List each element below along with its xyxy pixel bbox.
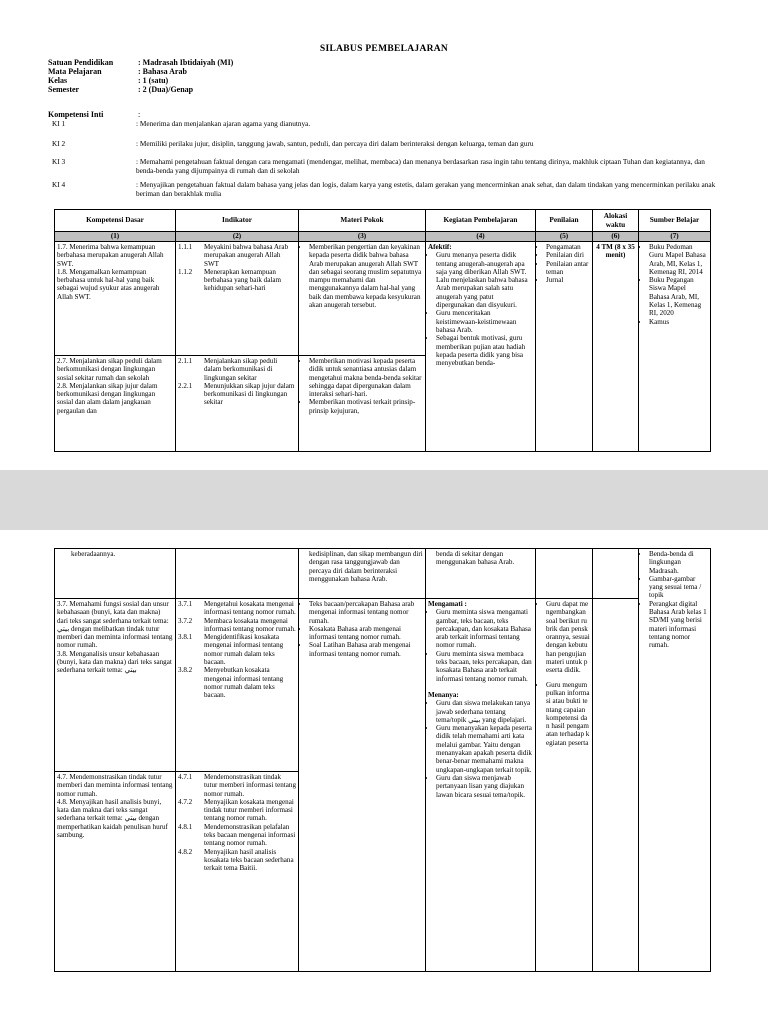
penilaian-item: • Guru dapat mengembangkan soal berikut rubrik dan penskorannya, sesuai dengan kebutuhan pengujian materi untuk peserta didik. [546, 600, 590, 675]
header-kegiatan: Kegiatan Pembelajaran [426, 210, 536, 232]
kd-cell [55, 242, 176, 356]
penilaian-item: • Pengamatan [546, 243, 590, 251]
identity-label: Mata Pelajaran [48, 67, 102, 76]
ki-row: KI 2 : Memiliki perilaku jujur, disiplin, tanggung jawab, santun, peduli, dan percaya diri dalam berinteraksi dengan keluarga, teman dan guru [52, 139, 534, 148]
sumber-cell [639, 242, 711, 452]
materi-item: • Memberikan pengertian dan keyakinan kepada peserta didik bahwa bahasa Arab merupakan anugerah Allah SWT dan sebagai seorang muslim sepatutnya mampu memahami dan menggunakannya dalam hal-hal yang baik dan membawa kepada kesyukuran akan anugerah tersebut. [309, 243, 423, 309]
header-alokasi: Alokasi waktu [593, 210, 639, 232]
column-number: (6) [593, 232, 639, 242]
kegiatan-item: • Guru dan siswa menjawab pertanyaan lisan yang diajukan lawan bicara sesuai tema/topik. [436, 774, 533, 799]
kd-item: 3.7. Memahami fungsi sosial dan unsur kebahasaan (bunyi, kata dan makna) dari teks sangat sederhana terkait tema: بيتي dengan melibatkan tindak tutur memberi dan meminta informasi tentang nomor rumah. [57, 600, 173, 650]
penilaian-item: • Guru mengumpulkan informasi atau bukti tentang capaian kompetensi dan hasil pengamatan terhadap kegiatan peserta [546, 681, 590, 747]
kd-cell [55, 772, 176, 972]
materi-item: kedisiplinan, dan sikap membangun diri dengan rasa tanggungjawab dan percaya diri dalam berinteraksi menggunakan bahasa Arab. [309, 550, 423, 583]
identity-label: Satuan Pendidikan [48, 58, 114, 67]
kd-item: keberadaannya. [71, 550, 116, 558]
kegiatan-item: • Guru dan siswa melakukan tanya jawab sederhana tentang tema/topik بيتي yang dipelajari. [436, 699, 533, 724]
kd-item: 1.8. Mengamalkan kemampuan berbahasa untuk hal-hal yang baik sebagai wujud syukur atas anugerah Allah SWT. [57, 267, 160, 301]
materi-item: • Kosakata Bahasa arab mengenai informasi tentang nomor rumah. [309, 625, 423, 642]
sumber-item: • Benda-benda di lingkungan Madrasah. [649, 550, 708, 575]
materi-item: • Soal Latihan Bahasa arab mengenai informasi tentang nomor rumah. [309, 641, 423, 658]
column-number: (7) [639, 232, 711, 242]
identity-value: : 2 (Dua)/Genap [138, 85, 194, 94]
indikator-item: 4.7.1 Mendemonstrasikan tindak tutur memberi informasi tentang nomor rumah. [178, 773, 296, 798]
kegiatan-item: • Guru meminta siswa membaca teks bacaan, teks percakapan, dan kosakata Bahasa arab terkait informasi tentang nomor rumah. [436, 650, 533, 683]
kd-item: 2.8. Menjalankan sikap jujur dalam berkomunikasi dengan lingkungan sosial dan alam dalam jangkauan pergaulan dan [57, 381, 158, 415]
indikator-item: 2.2.1 Menunjukkan sikap jujur dalam berkomunikasi di lingkungan sekitar [178, 381, 295, 407]
alokasi-cell [593, 549, 639, 599]
materi-cell [299, 242, 426, 356]
kd-cell [55, 599, 176, 772]
header-sumber: Sumber Belajar [639, 210, 711, 232]
identity-block [48, 58, 233, 94]
ki-row: KI 3 : Memahami pengetahuan faktual dengan cara mengamati (mendengar, melihat, membaca) dan menanya berdasarkan rasa ingin tahu tentang dirinya, makhluk ciptaan Tuhan dan kegiatannya, dan benda-benda yang dijumpainya di rumah dan di sekolah [52, 157, 705, 175]
indikator-item: 4.8.1 Mendemonstrasikan pelafalan teks bacaan mengenai informasi tentang nomor rumah. [178, 822, 296, 848]
indikator-cell [176, 599, 299, 772]
sumber-item: • Buku Pedoman Guru Mapel Bahasa Arab, MI, Kelas 1, Kemenag RI, 2014 [649, 243, 708, 276]
indikator-item: 3.8.1 Mengidentifikasi kosakata mengenai informasi tentang nomor rumah dalam teks bacaan. [178, 633, 284, 667]
identity-value: : 1 (satu) [138, 76, 169, 85]
kegiatan-cell [426, 599, 536, 972]
kegiatan-heading: Afektif: [428, 243, 452, 251]
indikator-item: 3.7.2 Membaca kosakata mengenai informasi tentang nomor rumah. [178, 616, 296, 633]
penilaian-item: • Penilaian diri [546, 251, 590, 259]
sumber-item: • Kamus [649, 318, 708, 326]
identity-value: : Madrasah Ibtidaiyah (MI) [138, 58, 234, 67]
sumber-item: • Perangkat digital Bahasa Arab kelas 1 SD/MI yang berisi materi informasi tentang nomor rumah. [649, 600, 708, 650]
document-title: SILABUS PEMBELAJARAN [319, 44, 449, 54]
syllabus-table-continued [54, 548, 711, 972]
kd-cell [55, 549, 176, 599]
kd-item: 4.8. Menyajikan hasil analisis bunyi, kata dan makna dari teks sangat sederhana terkait tema: بيتي dengan memperhatikan kaidah penulisan huruf sambung. [57, 797, 168, 840]
kegiatan-item: • Guru menanya peserta didik tentang anugerah-anugerah apa saja yang diberikan Allah SWT. Lalu menjelaskan bahwa bahasa Arab merupakan salah satu anugerah yang patut dipergunakan dan disyukuri. [436, 251, 533, 309]
column-number: (4) [426, 232, 536, 242]
page-2 [0, 530, 768, 1024]
materi-item: • Memberikan motivasi terkait prinsip-prinsip kejujuran, [309, 398, 423, 415]
materi-item: • Memberikan motivasi kepada peserta didik untuk senantiasa antusias dalam mengetahui makna benda-benda sekitar sehingga dapat dipergunakan dalam interaksi sehari-hari. [309, 357, 423, 398]
kd-item: 1.7. Menerima bahwa kemampuan berbahasa merupakan anugerah Allah SWT. [57, 243, 164, 268]
ki-heading: Kompetensi Inti : [48, 110, 141, 119]
sumber-item: • Buku Pegangan Siswa Mapel Bahasa Arab, MI, Kelas 1, Kemenag RI, 2020 [649, 276, 708, 317]
ki-row: KI 1 : Menerima dan menjalankan ajaran agama yang dianutnya. [52, 119, 311, 128]
sumber-item: • Gambar-gambar yang sesuai tema / topik [649, 575, 708, 600]
alokasi-cell: 4 TM (8 x 35 menit) [593, 242, 639, 452]
materi-item: • Teks bacaan/percakapan Bahasa arab mengenai informasi tentang nomor rumah. [309, 600, 423, 625]
materi-cell [299, 549, 426, 599]
kegiatan-item: • Guru menanyakan kepada peserta didik telah memahami arti kata melalui gambar. Yaitu dengan menanyakan apakah peserta didik benar-benar memahami makna ungkapan-ungkapan terkait topik. [436, 724, 533, 774]
header-penilaian: Penilaian [536, 210, 593, 232]
kegiatan-item: benda di sekitar dengan menggunakan bahasa Arab. [436, 550, 515, 567]
kegiatan-item: • Guru menceritakan keistimewaan-keistimewaan bahasa Arab. [436, 309, 533, 334]
penilaian-cell [536, 242, 593, 452]
kegiatan-heading: Mengamati : [428, 600, 467, 608]
header-materi-pokok: Materi Pokok [299, 210, 426, 232]
indikator-cell [176, 242, 299, 356]
kegiatan-cell [426, 242, 536, 452]
kegiatan-heading: Menanya: [428, 690, 459, 699]
penilaian-cell [536, 599, 593, 972]
materi-cell [299, 356, 426, 452]
penilaian-cell [536, 549, 593, 599]
identity-value: : Bahasa Arab [138, 67, 187, 76]
kd-item: 3.8. Menganalisis unsur kebahasaan (bunyi, kata dan makna) dari teks sangat sederhana terkait tema: بيتي [57, 649, 172, 675]
sumber-cell [639, 549, 711, 972]
column-number: (3) [299, 232, 426, 242]
indikator-item: 1.1.2 Menerapkan kemampuan berbahasa yang baik dalam kehidupan sehari-hari [178, 267, 282, 293]
identity-label: Semester [48, 85, 80, 94]
indikator-item: 3.8.2 Menyebutkan kosakata mengenai informasi tentang nomor rumah dalam teks bacaan. [178, 666, 284, 700]
syllabus-table [54, 209, 711, 452]
materi-cell [299, 599, 426, 972]
column-number: (2) [176, 232, 299, 242]
indikator-item: 1.1.1 Meyakini bahwa bahasa Arab merupakan anugerah Allah SWT [178, 243, 289, 268]
ki-row: KI 4 : Menyajikan pengetahuan faktual dalam bahasa yang jelas dan logis, dalam karya yang estetis, dalam gerakan yang mencerminkan anak sehat, dan dalam tindakan yang mencerminkan perilaku anak beriman dan berakhlak mulia [52, 180, 716, 198]
indikator-cell [176, 549, 299, 599]
kegiatan-item: • Guru meminta siswa mengamati gambar, teks bacaan, teks percakapan, dan kosakata Bahasa arab terkait informasi tentang nomor rumah. [436, 608, 533, 649]
penilaian-item: • Penilaian antar teman [546, 260, 590, 277]
identity-label: Kelas [48, 76, 68, 85]
kd-cell [55, 356, 176, 452]
column-number: (5) [536, 232, 593, 242]
indikator-item: 4.7.2 Menyajikan kosakata mengenai tindak tutur memberi informasi tentang nomor rumah. [178, 797, 294, 823]
kegiatan-cell [426, 549, 536, 599]
indikator-item: 4.8.2 Menyajikan hasil analisis kosakata teks bacaan sederhana terkait tema Baitii. [178, 847, 294, 873]
page-1 [0, 0, 768, 470]
indikator-cell [176, 356, 299, 452]
header-indikator: Indikator [176, 210, 299, 232]
column-number: (1) [55, 232, 176, 242]
kd-item: 2.7. Menjalankan sikap peduli dalam berkomunikasi dengan lingkungan sosial sekitar rumah dan sekolah [57, 357, 162, 382]
alokasi-cell [593, 599, 639, 972]
indikator-item: 2.1.1 Menjalankan sikap peduli dalam berkomunikasi di lingkungan sekitar [178, 357, 278, 382]
penilaian-item: • Jurnal [546, 276, 590, 284]
kd-item: 4.7. Mendemonstrasikan tindak tutur memberi dan meminta informasi tentang nomor rumah. [57, 773, 173, 798]
indikator-item: 3.7.1 Mengetahui kosakata mengenai informasi tentang nomor rumah. [178, 600, 296, 617]
kegiatan-item: • Sebagai bentuk motivasi, guru memberikan pujian atau hadiah kepada peserta didik yang bisa menyebutkan benda- [436, 334, 533, 367]
indikator-cell [176, 772, 299, 972]
header-kompetensi-dasar: Kompetensi Dasar [55, 210, 176, 232]
